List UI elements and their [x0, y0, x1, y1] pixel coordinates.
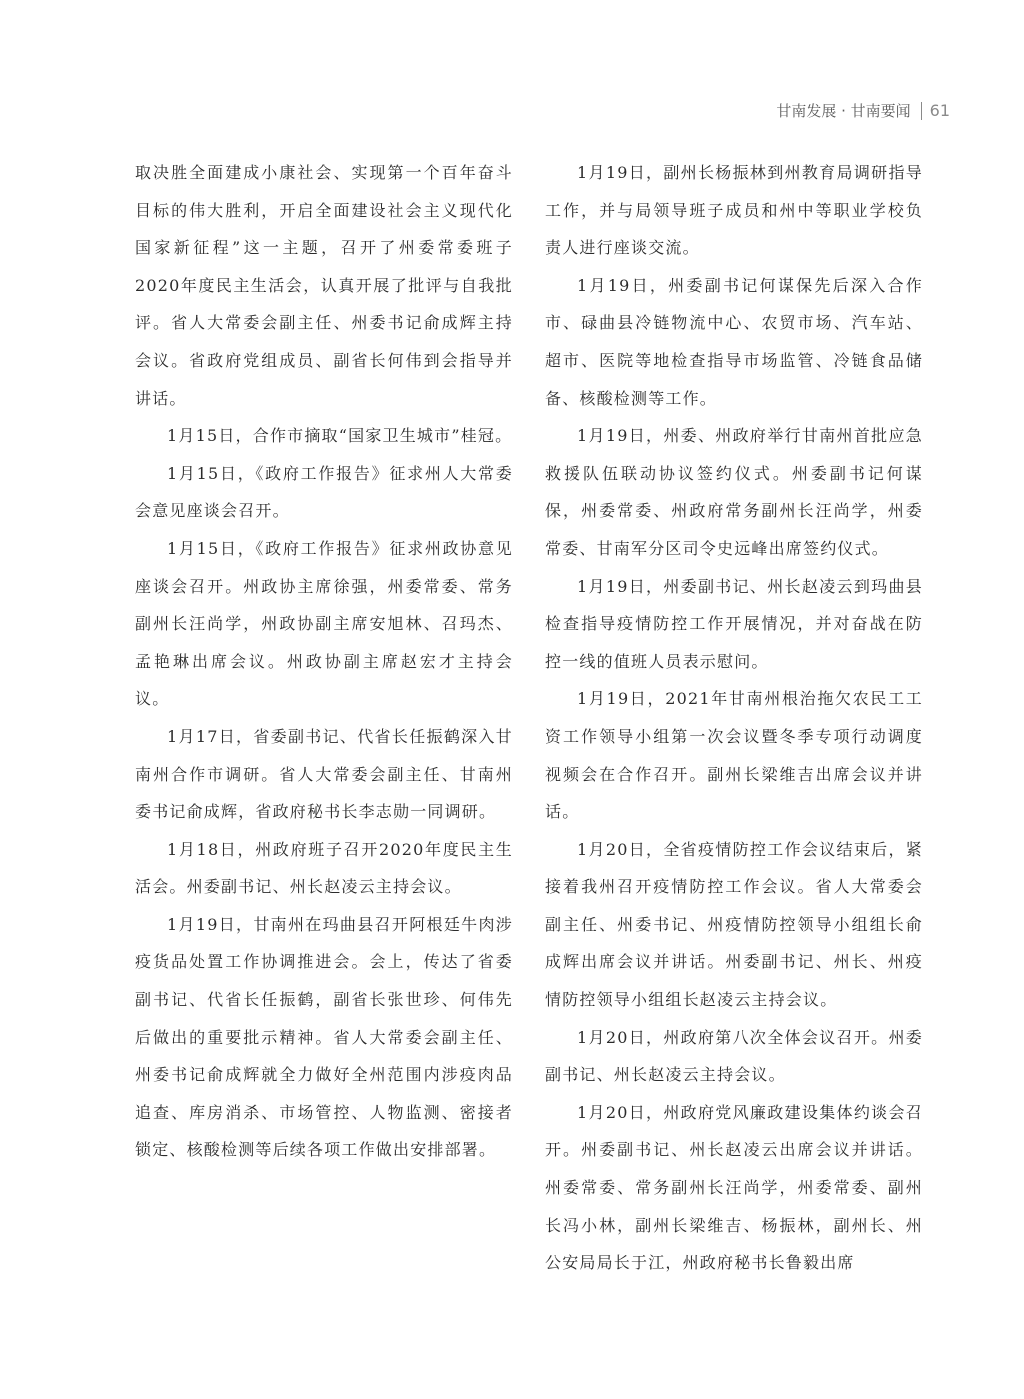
- paragraph: 1月20日，州政府第八次全体会议召开。州委副书记、州长赵凌云主持会议。: [545, 1027, 923, 1085]
- right-column: [545, 154, 923, 1282]
- paragraph: 1月18日，州政府班子召开2020年度民主生活会。州委副书记、州长赵凌云主持会议。: [135, 839, 513, 897]
- left-column: [135, 154, 513, 1169]
- paragraph: 1月19日，州委副书记何谋保先后深入合作市、碌曲县冷链物流中心、农贸市场、汽车站、超市、医院等地检查指导市场监管、冷链食品储备、核酸检测等工作。: [545, 275, 923, 408]
- paragraph: 1月15日，合作市摘取“国家卫生城市”桂冠。: [167, 426, 513, 446]
- page-header: [776, 100, 950, 121]
- paragraph: 1月19日，州委、州政府举行甘南州首批应急救援队伍联动协议签约仪式。州委副书记何谋保，州委常委、州政府常务副州长汪尚学，州委常委、甘南军分区司令史远峰出席签约仪式。: [545, 426, 923, 558]
- paragraph-continued: 取决胜全面建成小康社会、实现第一个百年奋斗目标的伟大胜利，开启全面建设社会主义现代化国家新征程”这一主题，召开了州委常委班子2020年度民主生活会，认真开展了批评与自我批评。省人大常委会副主任、州委书记俞成辉主持会议。省政府党组成员、副省长何伟到会指导并讲话。: [135, 163, 513, 408]
- header-divider: [921, 102, 922, 120]
- paragraph: 1月15日，《政府工作报告》征求州人大常委会意见座谈会召开。: [135, 463, 513, 521]
- paragraph: 1月19日，副州长杨振林到州教育局调研指导工作，并与局领导班子成员和州中等职业学校负责人进行座谈交流。: [545, 163, 923, 258]
- paragraph: 1月15日，《政府工作报告》征求州政协意见座谈会召开。州政协主席徐强，州委常委、常务副州长汪尚学，州政协副主席安旭林、召玛杰、孟艳琳出席会议。州政协副主席赵宏才主持会议。: [135, 538, 513, 709]
- paragraph: 1月19日，甘南州在玛曲县召开阿根廷牛肉涉疫货品处置工作协调推进会。会上，传达了省委副书记、代省长任振鹤，副省长张世珍、何伟先后做出的重要批示精神。省人大常委会副主任、州委书记俞成辉就全力做好全州范围内涉疫肉品追查、库房消杀、市场管控、人物监测、密接者锁定、核酸检测等后续各项工作做出安排部署。: [135, 914, 513, 1160]
- section-title: 甘南发展 · 甘南要闻: [776, 102, 911, 120]
- paragraph: 1月19日，州委副书记、州长赵凌云到玛曲县检查指导疫情防控工作开展情况，并对奋战在防控一线的值班人员表示慰问。: [545, 576, 923, 671]
- paragraph: 1月17日，省委副书记、代省长任振鹤深入甘南州合作市调研。省人大常委会副主任、甘南州委书记俞成辉，省政府秘书长李志勋一同调研。: [135, 726, 513, 822]
- page-number: 61: [929, 101, 950, 120]
- paragraph: 1月20日，州政府党风廉政建设集体约谈会召开。州委副书记、州长赵凌云出席会议并讲话。州委常委、常务副州长汪尚学，州委常委、副州长冯小林，副州长梁维吉、杨振林，副州长、州公安局局长于江，州政府秘书长鲁毅出席: [545, 1102, 923, 1273]
- paragraph: 1月19日，2021年甘南州根治拖欠农民工工资工作领导小组第一次会议暨冬季专项行动调度视频会在合作召开。副州长梁维吉出席会议并讲话。: [545, 689, 923, 822]
- paragraph: 1月20日，全省疫情防控工作会议结束后，紧接着我州召开疫情防控工作会议。省人大常委会副主任、州委书记、州疫情防控领导小组组长俞成辉出席会议并讲话。州委副书记、州长、州疫情防控领导小组组长赵凌云主持会议。: [545, 839, 923, 1010]
